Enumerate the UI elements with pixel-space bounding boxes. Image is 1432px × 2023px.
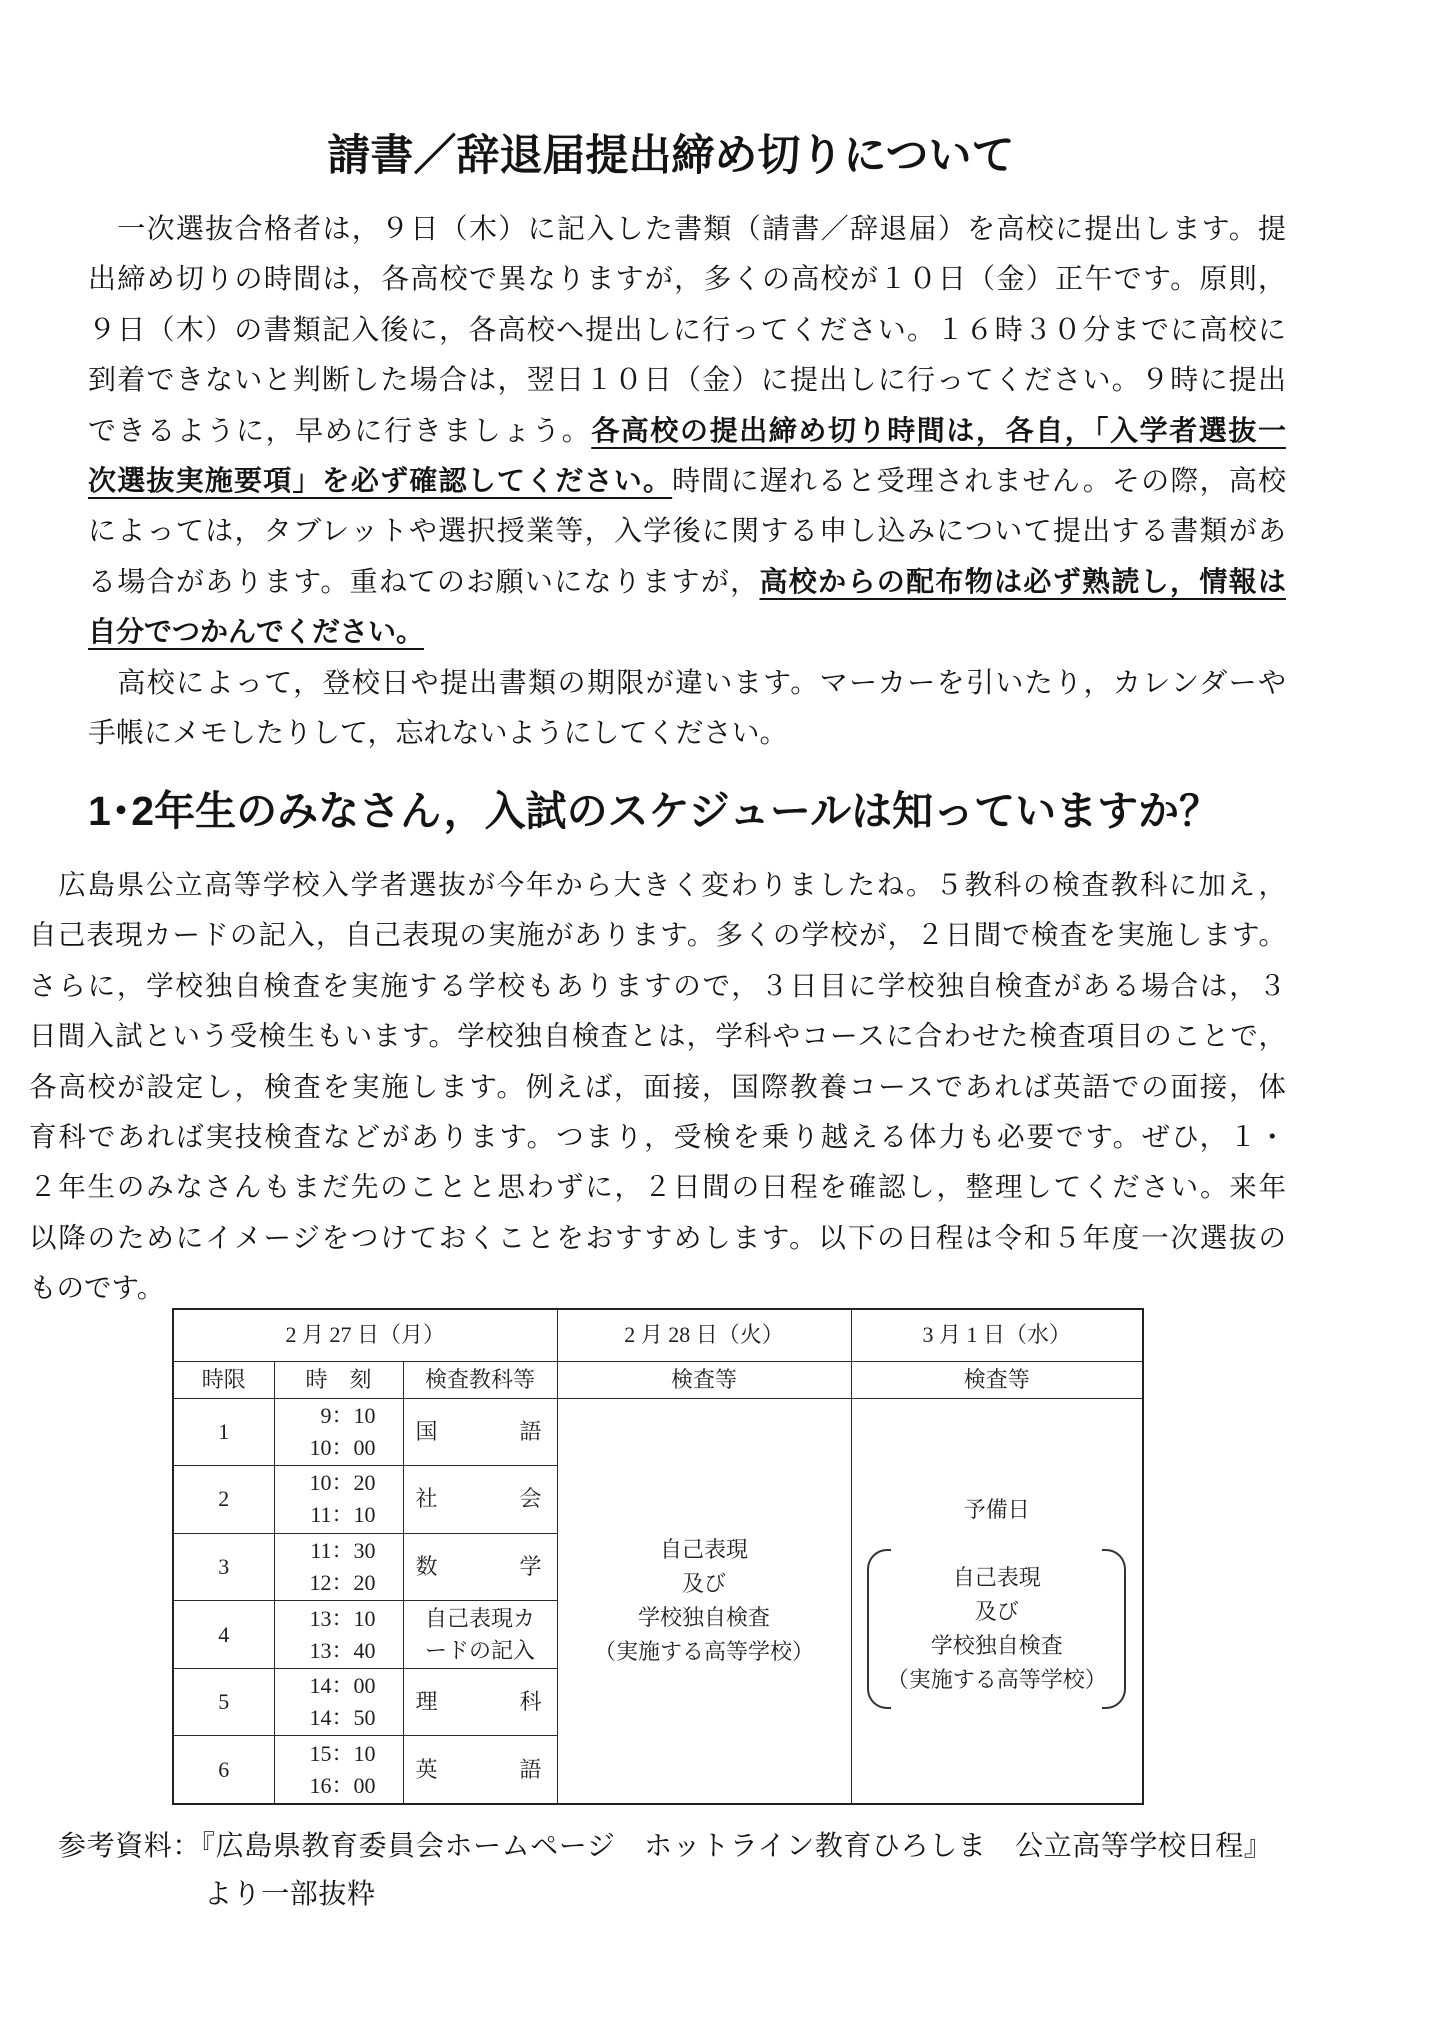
column-header-time: 時 刻 [274,1361,403,1398]
day-header-row [173,1309,1143,1361]
day2-exam-line: 自己表現 [659,1536,748,1562]
end-time: 16：00 [309,1772,376,1798]
text-segment: 手帳にメモしたりして，忘れないようにしてください。 [88,716,788,748]
day2-exam-line: 学校独自検査 [637,1604,770,1630]
text-segment: 育科であれば実技検査などがあります。つまり，受検を乗り越える体力も必要です。ぜひ，１・ [29,1120,1286,1152]
subject-cell [403,1601,557,1669]
text-segment: 各高校が設定し，検査を実施します。例えば，面接，国際教養コースであれば英語での面接，体 [29,1070,1286,1102]
paragraph-line [29,1112,1286,1162]
column-header-subject: 検査教科等 [403,1361,557,1398]
subject-cell: 国 語 [403,1398,557,1466]
day-header-feb27: 2 月 27 日（月） [173,1309,557,1361]
day2-exam-cell [557,1398,851,1804]
schedule-table [172,1308,1144,1805]
day2-exam-line: 及び [681,1570,726,1596]
period-cell: 6 [173,1736,274,1804]
paragraph-line [88,456,1286,506]
paragraph-line [88,305,1286,355]
paragraph-line [29,1162,1286,1212]
subject-cell: 英 語 [403,1736,557,1804]
subject-line: ードの記入 [424,1637,535,1663]
paragraph-line [88,204,1286,254]
text-segment: 高校によって，登校日や提出書類の期限が違います。マーカーを引いたり，カレンダーや [88,666,1286,698]
subject-cell: 理 科 [403,1668,557,1736]
paragraph-line [88,254,1286,304]
paragraph-line [88,557,1286,607]
document-title: 請書／辞退届提出締め切りについて [327,132,1015,180]
start-time: 15：10 [309,1740,376,1766]
end-time: 14：50 [309,1705,376,1731]
text-segment: 出締め切りの時間は，各高校で異なりますが，多くの高校が１０日（金）正午です。原則， [88,263,1286,295]
subject-cell: 数 学 [403,1533,557,1601]
text-segment: 一次選抜合格者は，９日（木）に記入した書類（請書／辞退届）を高校に提出します。提 [88,213,1286,244]
day2-exam-line: （実施する高等学校） [593,1638,814,1664]
paragraph-line [29,1213,1286,1263]
section-heading: 1･2年生のみなさん，入試のスケジュールは知っていますか？ [88,788,1221,834]
notice-body [88,204,1286,758]
text-segment: ２年生のみなさんもまだ先のことと思わずに，２日間の日程を確認し，整理してください。来年 [29,1171,1286,1203]
paragraph-line [29,860,1286,910]
text-segment: る場合があります。重ねてのお願いになりますが， [88,565,760,597]
end-time: 13：40 [309,1637,376,1663]
time-cell [274,1601,403,1669]
text-segment: 広島県公立高等学校入学者選抜が今年から大きく変わりましたね。５教科の検査教科に加え， [29,869,1286,900]
start-time: 13：10 [309,1605,376,1631]
paragraph-line [29,910,1286,960]
paragraph-line [29,1011,1286,1061]
paragraph-line [29,961,1286,1011]
period-cell: 2 [173,1466,274,1534]
subject-line: 自己表現カ [424,1605,535,1631]
reference-source: 参考資料：『広島県教育委員会ホームページ ホットライン教育ひろしま 公立高等学校日程』 [58,1830,1273,1861]
bracket-group [867,1549,1126,1709]
start-time: 10：20 [309,1470,376,1496]
period-cell: 3 [173,1533,274,1601]
time-cell [274,1736,403,1804]
emphasized-text: 高校からの配布物は必ず熟読し，情報は [759,565,1286,597]
paragraph-line [88,607,1286,657]
day3-exam-line: （実施する高等学校） [886,1666,1107,1692]
text-segment: 日間入試という受検生もいます。学校独自検査とは，学科やコースに合わせた検査項目のことで， [29,1020,1286,1052]
time-cell [274,1466,403,1534]
start-time: 14：00 [309,1673,376,1699]
end-time: 12：20 [309,1569,376,1595]
day3-exam-cell [851,1398,1143,1804]
end-time: 11：10 [310,1502,376,1528]
day3-exam-line: 学校独自検査 [930,1632,1063,1658]
subject-cell: 社 会 [403,1466,557,1534]
start-time: 11：30 [310,1537,376,1563]
period-cell: 1 [173,1398,274,1466]
reserve-day-label: 予備日 [963,1496,1030,1522]
text-segment: さらに，学校独自検査を実施する学校もありますので，３日目に学校独自検査がある場合は，３ [29,969,1286,1001]
paragraph-line [29,1263,1286,1313]
time-cell [274,1398,403,1466]
text-segment: によっては，タブレットや選択授業等，入学後に関する申し込みについて提出する書類があ [88,515,1286,547]
time-cell [274,1668,403,1736]
text-segment: できるように，早めに行きましょう。 [88,414,592,446]
text-segment: 自己表現カードの記入，自己表現の実施があります。多くの学校が，２日間で検査を実施します。 [29,919,1286,951]
schedule-intro-body [29,860,1286,1314]
reference-note [58,1822,1272,1918]
paragraph-line [29,1062,1286,1112]
text-segment: 到着できないと判断した場合は，翌日１０日（金）に提出しに行ってください。９時に提出 [88,364,1286,396]
column-header-row [173,1361,1143,1398]
period-cell: 4 [173,1601,274,1669]
paragraph-line [88,355,1286,405]
table-row [173,1398,1143,1466]
paragraph-line [88,658,1286,708]
time-cell [274,1533,403,1601]
paragraph-line [88,406,1286,456]
day-header-mar1: 3 月 1 日（水） [851,1309,1143,1361]
day3-exam-line: 及び [974,1598,1019,1624]
text-segment: ９日（木）の書類記入後に，各高校へ提出しに行ってください。１６時３０分までに高校に [88,313,1286,345]
end-time: 10：00 [309,1434,376,1460]
paragraph-line [88,506,1286,556]
day-header-feb28: 2 月 28 日（火） [557,1309,851,1361]
period-cell: 5 [173,1668,274,1736]
column-header-day3-exam: 検査等 [851,1361,1143,1398]
paragraph-line [88,708,1286,758]
reference-excerpt-note: より一部抜粋 [204,1878,376,1909]
column-header-day2-exam: 検査等 [557,1361,851,1398]
text-segment: 以降のためにイメージをつけておくことをおすすめします。以下の日程は令和５年度一次選抜の [29,1221,1286,1253]
day3-exam-line: 自己表現 [952,1564,1041,1590]
text-segment: ものです。 [29,1272,165,1304]
day3-content [852,1493,1143,1709]
column-header-period: 時限 [173,1361,274,1398]
emphasized-text: 次選抜実施要項」を必ず確認してください。 [88,464,673,496]
start-time: 9：10 [320,1402,376,1428]
emphasized-text: 各高校の提出締め切り時間は，各自，「入学者選抜一 [591,414,1286,446]
emphasized-text: 自分でつかんでください。 [88,616,425,648]
text-segment: 時間に遅れると受理されません。その際，高校 [672,464,1286,496]
